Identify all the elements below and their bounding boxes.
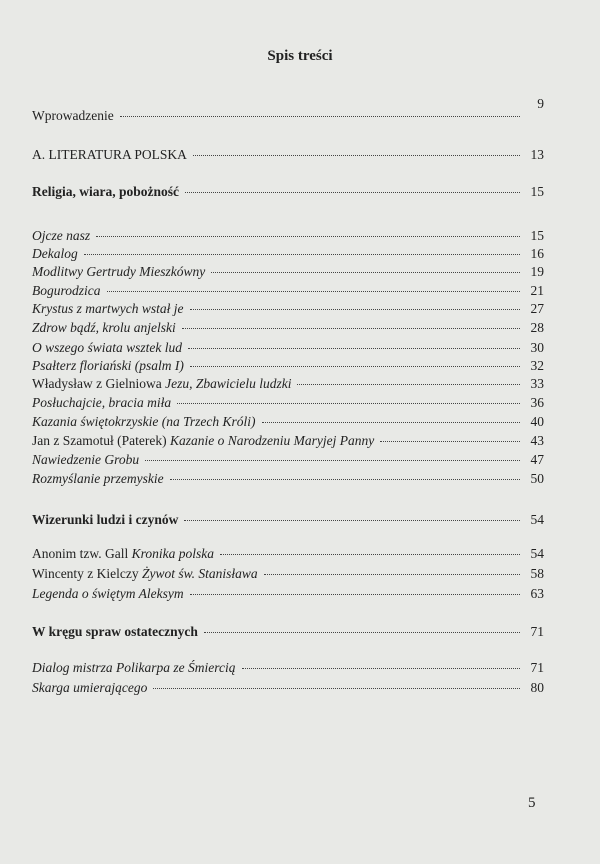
toc-entry xyxy=(32,546,544,562)
dot-leader xyxy=(190,594,520,595)
dot-leader xyxy=(204,632,520,633)
toc-entry xyxy=(32,566,544,582)
toc-entry-title: Żywot św. Stanisława xyxy=(142,566,258,581)
toc-entry-page: 50 xyxy=(530,471,544,486)
toc-entry xyxy=(32,376,544,392)
dot-leader xyxy=(153,688,520,689)
toc-entry-title: Jezu, Zbawicielu ludzki xyxy=(165,376,292,391)
dot-leader xyxy=(120,116,520,117)
toc-section-title: Wizerunki ludzi i czynów xyxy=(32,512,179,527)
dot-leader xyxy=(193,155,520,156)
toc-entry xyxy=(32,340,544,356)
toc-entry-page: 47 xyxy=(530,452,544,467)
toc-entry-page: 15 xyxy=(530,228,544,243)
toc-entry xyxy=(32,680,544,696)
toc-entry-title: Nawiedzenie Grobu xyxy=(32,452,140,467)
toc-section-religia xyxy=(32,184,544,200)
toc-entry-title: Kazanie o Narodzeniu Maryjej Panny xyxy=(169,433,375,448)
dot-leader xyxy=(264,574,520,575)
toc-entry-page: 19 xyxy=(530,264,544,279)
toc-entry-title: Posłuchajcie, bracia miła xyxy=(32,395,172,410)
toc-entry-title: Kazania świętokrzyskie (na Trzech Króli) xyxy=(32,414,256,429)
toc-entry-page: 33 xyxy=(530,376,544,391)
toc-entry-page: 36 xyxy=(530,395,544,410)
toc-entry xyxy=(32,358,544,374)
toc-entry xyxy=(32,660,544,676)
toc-entry xyxy=(32,301,544,317)
toc-entry-page: 32 xyxy=(530,358,544,373)
toc-entry-page: 28 xyxy=(530,320,544,335)
toc-entry xyxy=(32,395,544,411)
toc-entry-title: Wprowadzenie xyxy=(32,108,114,123)
dot-leader xyxy=(145,460,520,461)
dot-leader xyxy=(182,328,520,329)
toc-entry-literatura-polska xyxy=(32,147,544,163)
toc-entry-page: 40 xyxy=(530,414,544,429)
toc-entry xyxy=(32,320,544,336)
toc-entry-page: 43 xyxy=(530,433,544,448)
toc-entry-title: Zdrow bądź, krolu anjelski xyxy=(32,320,176,335)
toc-entry-page: 80 xyxy=(530,680,544,695)
toc-section-w-kregu xyxy=(32,624,544,640)
dot-leader xyxy=(297,384,520,385)
toc-entry xyxy=(32,471,544,487)
dot-leader xyxy=(211,272,520,273)
toc-entry-title: Kronika polska xyxy=(131,546,214,561)
toc-entry-wprowadzenie xyxy=(32,96,544,124)
toc-entry-title: Rozmyślanie przemyskie xyxy=(32,471,164,486)
dot-leader xyxy=(177,403,520,404)
dot-leader xyxy=(190,366,520,367)
dot-leader xyxy=(262,422,521,423)
dot-leader xyxy=(190,309,520,310)
dot-leader xyxy=(185,192,520,193)
toc-entry-page: 54 xyxy=(530,546,544,561)
toc-entry-page: 71 xyxy=(530,624,544,639)
toc-entry-author: Anonim tzw. Gall xyxy=(32,546,129,561)
toc-entry-title: Modlitwy Gertrudy Mieszkówny xyxy=(32,264,206,279)
toc-entry-page: 63 xyxy=(530,586,544,601)
toc-entry-title: Dekalog xyxy=(32,246,78,261)
toc-entry-page: 54 xyxy=(530,512,544,527)
page-title: Spis treści xyxy=(267,48,333,64)
toc-entry xyxy=(32,586,544,602)
toc-entry-author: Jan z Szamotuł (Paterek) xyxy=(32,433,167,448)
toc-entry-page: 58 xyxy=(530,566,544,581)
dot-leader xyxy=(184,520,520,521)
dot-leader xyxy=(380,441,520,442)
toc-entry-page: 9 xyxy=(537,96,544,111)
toc-entry xyxy=(32,228,544,244)
toc-entry-title: Bogurodzica xyxy=(32,283,101,298)
toc-entry xyxy=(32,414,544,430)
toc-entry-title: Dialog mistrza Polikarpa ze Śmiercią xyxy=(32,660,236,675)
toc-entry-title: A. LITERATURA POLSKA xyxy=(32,147,187,162)
toc-entry-title: Krystus z martwych wstał je xyxy=(32,301,184,316)
toc-entry xyxy=(32,246,544,262)
toc-section-title: Religia, wiara, pobożność xyxy=(32,184,179,199)
page-number: 5 xyxy=(528,795,536,811)
toc-entry xyxy=(32,433,544,449)
dot-leader xyxy=(84,254,520,255)
toc-entry-title: Skarga umierającego xyxy=(32,680,148,695)
toc-entry-page: 13 xyxy=(530,147,544,162)
toc-entry-title: O wszego świata wsztek lud xyxy=(32,340,183,355)
toc-entry xyxy=(32,452,544,468)
toc-entry-page: 27 xyxy=(530,301,544,316)
dot-leader xyxy=(107,291,521,292)
dot-leader xyxy=(170,479,520,480)
dot-leader xyxy=(188,348,520,349)
toc-section-title: W kręgu spraw ostatecznych xyxy=(32,624,198,639)
toc-entry-title: Legenda o świętym Aleksym xyxy=(32,586,184,601)
toc-entry-author: Władysław z Gielniowa xyxy=(32,376,162,391)
toc-entry-page: 21 xyxy=(530,283,544,298)
toc-entry-page: 16 xyxy=(530,246,544,261)
toc-entry-page: 30 xyxy=(530,340,544,355)
dot-leader xyxy=(242,668,521,669)
dot-leader xyxy=(96,236,520,237)
dot-leader xyxy=(220,554,520,555)
toc-entry-page: 71 xyxy=(530,660,544,675)
toc-entry xyxy=(32,264,544,280)
toc-entry-title: Ojcze nasz xyxy=(32,228,91,243)
toc-entry-author: Wincenty z Kielczy xyxy=(32,566,139,581)
toc-entry-title: Psałterz floriański (psalm I) xyxy=(32,358,184,373)
toc-entry-page: 15 xyxy=(530,184,544,199)
toc-entry xyxy=(32,283,544,299)
toc-section-wizerunki xyxy=(32,512,544,528)
